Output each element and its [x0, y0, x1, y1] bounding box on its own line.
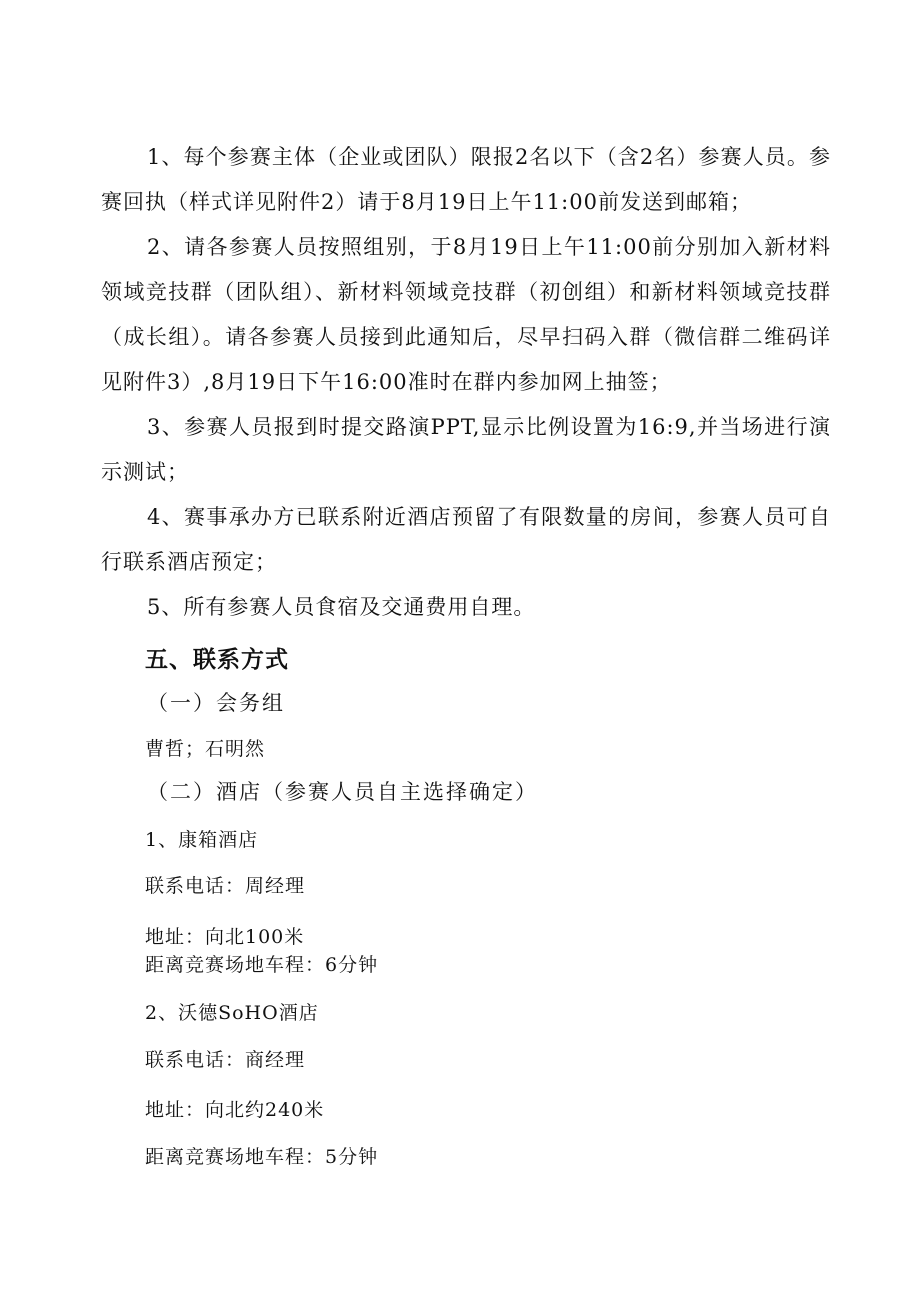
note-4: 4、赛事承办方已联系附近酒店预留了有限数量的房间，参赛人员可自行联系酒店预定；: [101, 505, 831, 574]
meeting-group-title: （一）会务组: [147, 691, 285, 715]
hotels-title: （二）酒店（参赛人员自主选择确定）: [147, 780, 538, 804]
hotel-1-drive: 距离竞赛场地车程：6分钟: [145, 954, 379, 976]
note-2: 2、请各参赛人员按照组别，于8月19日上午11:00前分别加入新材料领域竞技群（团队组）、新材料领域竞技群（初创组）和新材料领域竞技群（成长组）。请各参赛人员接到此通知后，尽早扫码入群（微信群二维码详见附件3）,8月19日下午16:00准时在群内参加网上抽签；: [101, 235, 831, 394]
note-5: 5、所有参赛人员食宿及交通费用自理。: [147, 595, 536, 619]
hotel-2-address: 地址：向北约240米: [145, 1099, 325, 1121]
hotel-2-phone: 联系电话：商经理: [145, 1049, 306, 1071]
hotel-2-name: 2、沃德SoHO酒店: [145, 1002, 319, 1024]
meeting-group-people: 曹哲；石明然: [145, 738, 266, 760]
hotel-1-name: 1、康箱酒店: [145, 829, 259, 851]
hotel-2-drive: 距离竞赛场地车程：5分钟: [145, 1146, 379, 1168]
note-1: 1、每个参赛主体（企业或团队）限报2名以下（含2名）参赛人员。参赛回执（样式详见附件2）请于8月19日上午11:00前发送到邮箱；: [101, 145, 831, 214]
hotel-1-address: 地址：向北100米: [145, 926, 305, 948]
note-3: 3、参赛人员报到时提交路演PPT,显示比例设置为16:9,并当场进行演示测试；: [101, 415, 831, 484]
hotel-1-phone: 联系电话：周经理: [145, 875, 306, 897]
contact-heading: 五、联系方式: [145, 647, 289, 673]
